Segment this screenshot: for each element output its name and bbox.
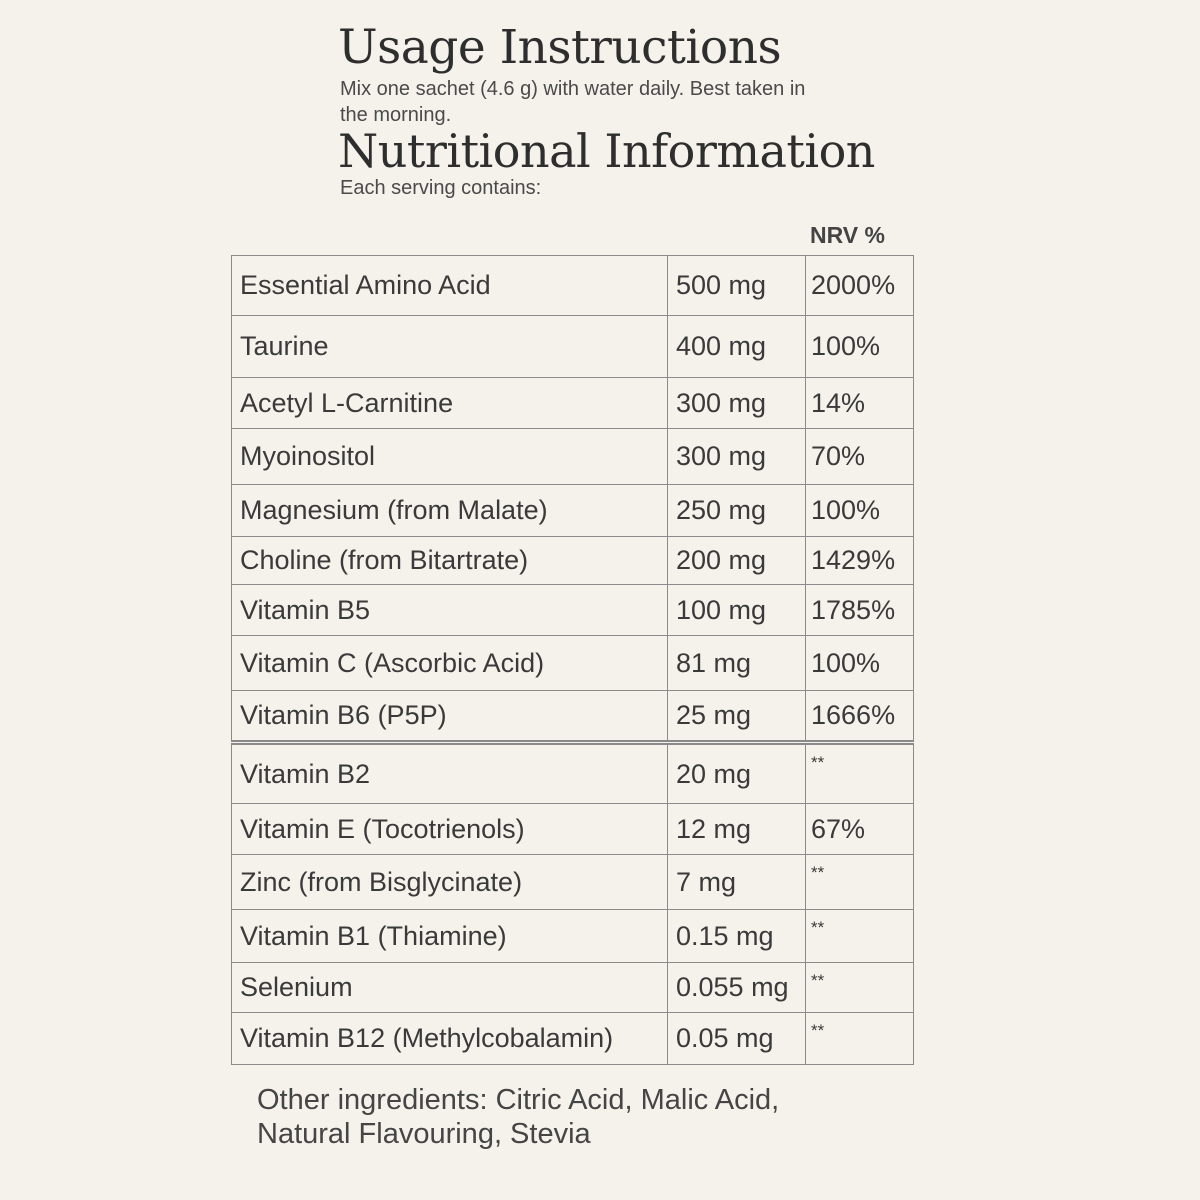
nutrient-amount: 200 mg [668, 537, 806, 585]
nutrient-name: Selenium [232, 963, 668, 1013]
nutrient-nrv: 100% [806, 636, 914, 691]
table-row [232, 855, 914, 910]
nutrient-name: Vitamin B6 (P5P) [232, 691, 668, 743]
nutrient-amount: 20 mg [668, 743, 806, 804]
nutrient-amount: 300 mg [668, 429, 806, 485]
table-row [232, 636, 914, 691]
nutrient-nrv: 1429% [806, 537, 914, 585]
nutrient-name: Taurine [232, 316, 668, 378]
nutrient-amount: 7 mg [668, 855, 806, 910]
nutrient-nrv: 2000% [806, 256, 914, 316]
usage-instructions-text: Mix one sachet (4.6 g) with water daily. Best taken in the morning. [340, 78, 806, 126]
nutrient-name: Choline (from Bitartrate) [232, 537, 668, 585]
nutrient-name: Zinc (from Bisglycinate) [232, 855, 668, 910]
nutrient-nrv: ** [806, 743, 914, 804]
table-row [232, 910, 914, 963]
table-row [232, 378, 914, 429]
nutrient-amount: 0.15 mg [668, 910, 806, 963]
nutrition-table [231, 255, 914, 1065]
nutrient-nrv: 1785% [806, 585, 914, 636]
nutrient-nrv: ** [806, 910, 914, 963]
nutrient-nrv: 67% [806, 804, 914, 855]
table-row [232, 429, 914, 485]
nutrient-name: Acetyl L-Carnitine [232, 378, 668, 429]
table-row [232, 963, 914, 1013]
nutrient-nrv: 1666% [806, 691, 914, 743]
nutrient-nrv: 100% [806, 485, 914, 537]
usage-instructions-title: Usage Instructions [338, 20, 782, 75]
nutrient-nrv: ** [806, 855, 914, 910]
table-row [232, 743, 914, 804]
nutrient-amount: 500 mg [668, 256, 806, 316]
nutrient-name: Vitamin E (Tocotrienols) [232, 804, 668, 855]
table-row [232, 691, 914, 743]
nutrient-amount: 25 mg [668, 691, 806, 743]
nutrient-amount: 0.055 mg [668, 963, 806, 1013]
nutrient-name: Vitamin B1 (Thiamine) [232, 910, 668, 963]
serving-caption: Each serving contains: [340, 177, 542, 199]
table-row [232, 485, 914, 537]
nrv-column-header: NRV % [810, 222, 885, 248]
nutrient-amount: 0.05 mg [668, 1013, 806, 1065]
table-row [232, 316, 914, 378]
table-row [232, 537, 914, 585]
nutrient-amount: 300 mg [668, 378, 806, 429]
nutrient-name: Myoinositol [232, 429, 668, 485]
nutritional-information-title: Nutritional Information [338, 124, 875, 178]
nutrient-name: Vitamin B12 (Methylcobalamin) [232, 1013, 668, 1065]
table-row [232, 1013, 914, 1065]
nutrient-nrv: 14% [806, 378, 914, 429]
table-row [232, 256, 914, 316]
nutrient-amount: 12 mg [668, 804, 806, 855]
nutrient-nrv: 100% [806, 316, 914, 378]
nutrient-nrv: ** [806, 963, 914, 1013]
nutrient-name: Vitamin B5 [232, 585, 668, 636]
other-ingredients-text: Other ingredients: Citric Acid, Malic Acid, Natural Flavouring, Stevia [257, 1084, 780, 1150]
nutrient-amount: 100 mg [668, 585, 806, 636]
table-row [232, 804, 914, 855]
nutrient-amount: 400 mg [668, 316, 806, 378]
nutrient-name: Vitamin C (Ascorbic Acid) [232, 636, 668, 691]
nutrient-name: Magnesium (from Malate) [232, 485, 668, 537]
nutrient-name: Essential Amino Acid [232, 256, 668, 316]
nutrient-nrv: 70% [806, 429, 914, 485]
nutrient-amount: 250 mg [668, 485, 806, 537]
nutrient-nrv: ** [806, 1013, 914, 1065]
table-row [232, 585, 914, 636]
nutrient-name: Vitamin B2 [232, 743, 668, 804]
nutrient-amount: 81 mg [668, 636, 806, 691]
